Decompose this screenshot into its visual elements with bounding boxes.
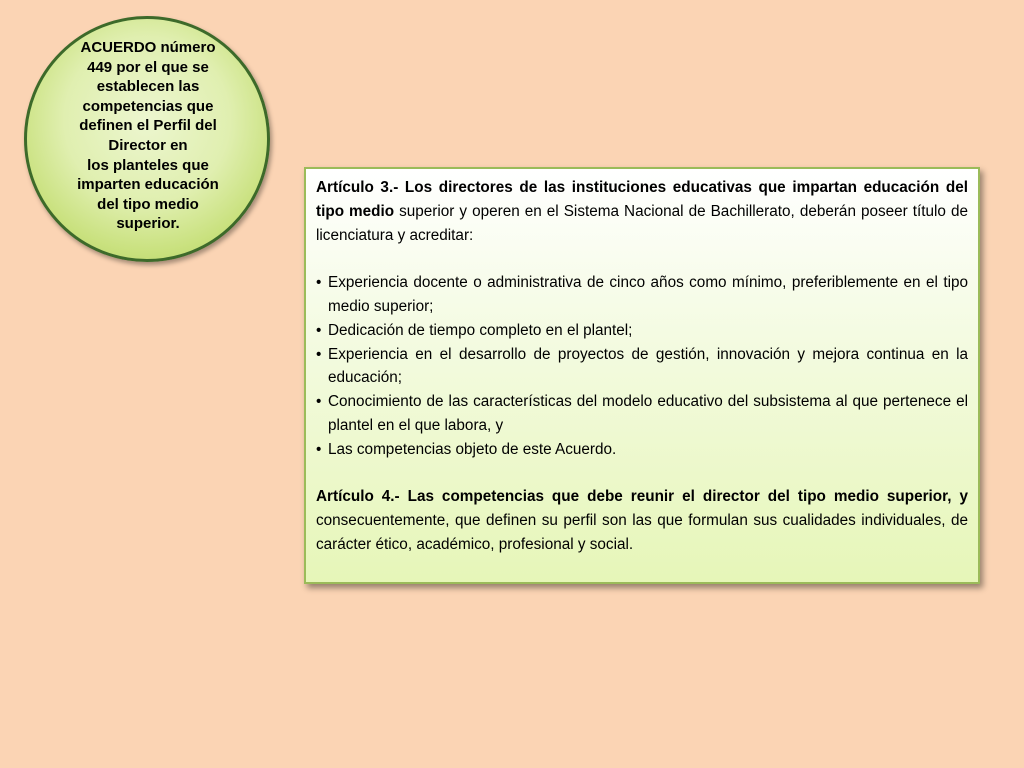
bullet-icon: • — [316, 274, 322, 292]
title-badge-text — [64, 38, 232, 234]
bullet-icon: • — [316, 440, 322, 458]
title-line: 449 por el que se — [87, 58, 209, 76]
article-4-bold: Artículo 4.- Las competencias que debe reunir el director del tipo medio superior, y — [316, 488, 968, 506]
article-3-bold: Artículo 3.- Los directores de las instituciones educativas que impartan educación del tipo medio — [316, 179, 968, 220]
title-line: superior. — [116, 215, 180, 233]
bullet-icon: • — [316, 321, 322, 339]
list-item — [316, 390, 968, 438]
spacer — [316, 462, 968, 486]
title-line: ACUERDO número — [80, 39, 216, 56]
title-line: los planteles que — [87, 156, 209, 174]
list-item-text: Dedicación de tiempo completo en el plantel; — [328, 321, 633, 339]
list-item — [316, 343, 968, 391]
list-item-text: Experiencia en el desarrollo de proyectos de gestión, innovación y mejora continua en la educación; — [328, 345, 968, 387]
article-3-text: superior y operen en el Sistema Nacional de Bachillerato, deberán poseer título de licenciatura y acreditar: — [316, 202, 968, 244]
requirements-list — [316, 271, 968, 461]
title-line: Director en — [108, 136, 188, 154]
list-item-text: Experiencia docente o administrativa de cinco años como mínimo, preferiblemente en el tipo medio superior; — [328, 274, 968, 315]
spacer — [316, 247, 968, 271]
list-item-text: Las competencias objeto de este Acuerdo. — [328, 440, 617, 458]
article-4-text: consecuentemente, que definen su perfil son las que formulan sus cualidades individuales, de carácter ético, académico, profesional y social. — [316, 512, 968, 553]
bullet-icon: • — [316, 345, 322, 363]
article-4 — [316, 485, 968, 556]
title-line: establecen las — [96, 78, 200, 96]
list-item-text: Conocimiento de las características del modelo educativo del subsistema al que pertenece el plantel en el que labora, y — [328, 393, 968, 434]
list-item — [316, 271, 968, 319]
list-item — [316, 319, 968, 343]
bullet-icon: • — [316, 393, 322, 411]
title-line: definen el Perfil del — [79, 117, 217, 135]
title-line: competencias que — [82, 97, 214, 115]
list-item — [316, 438, 968, 462]
title-line: imparten educación — [77, 176, 219, 194]
title-line: del tipo medio — [97, 195, 199, 213]
article-3 — [316, 176, 968, 247]
content-box — [304, 167, 980, 584]
